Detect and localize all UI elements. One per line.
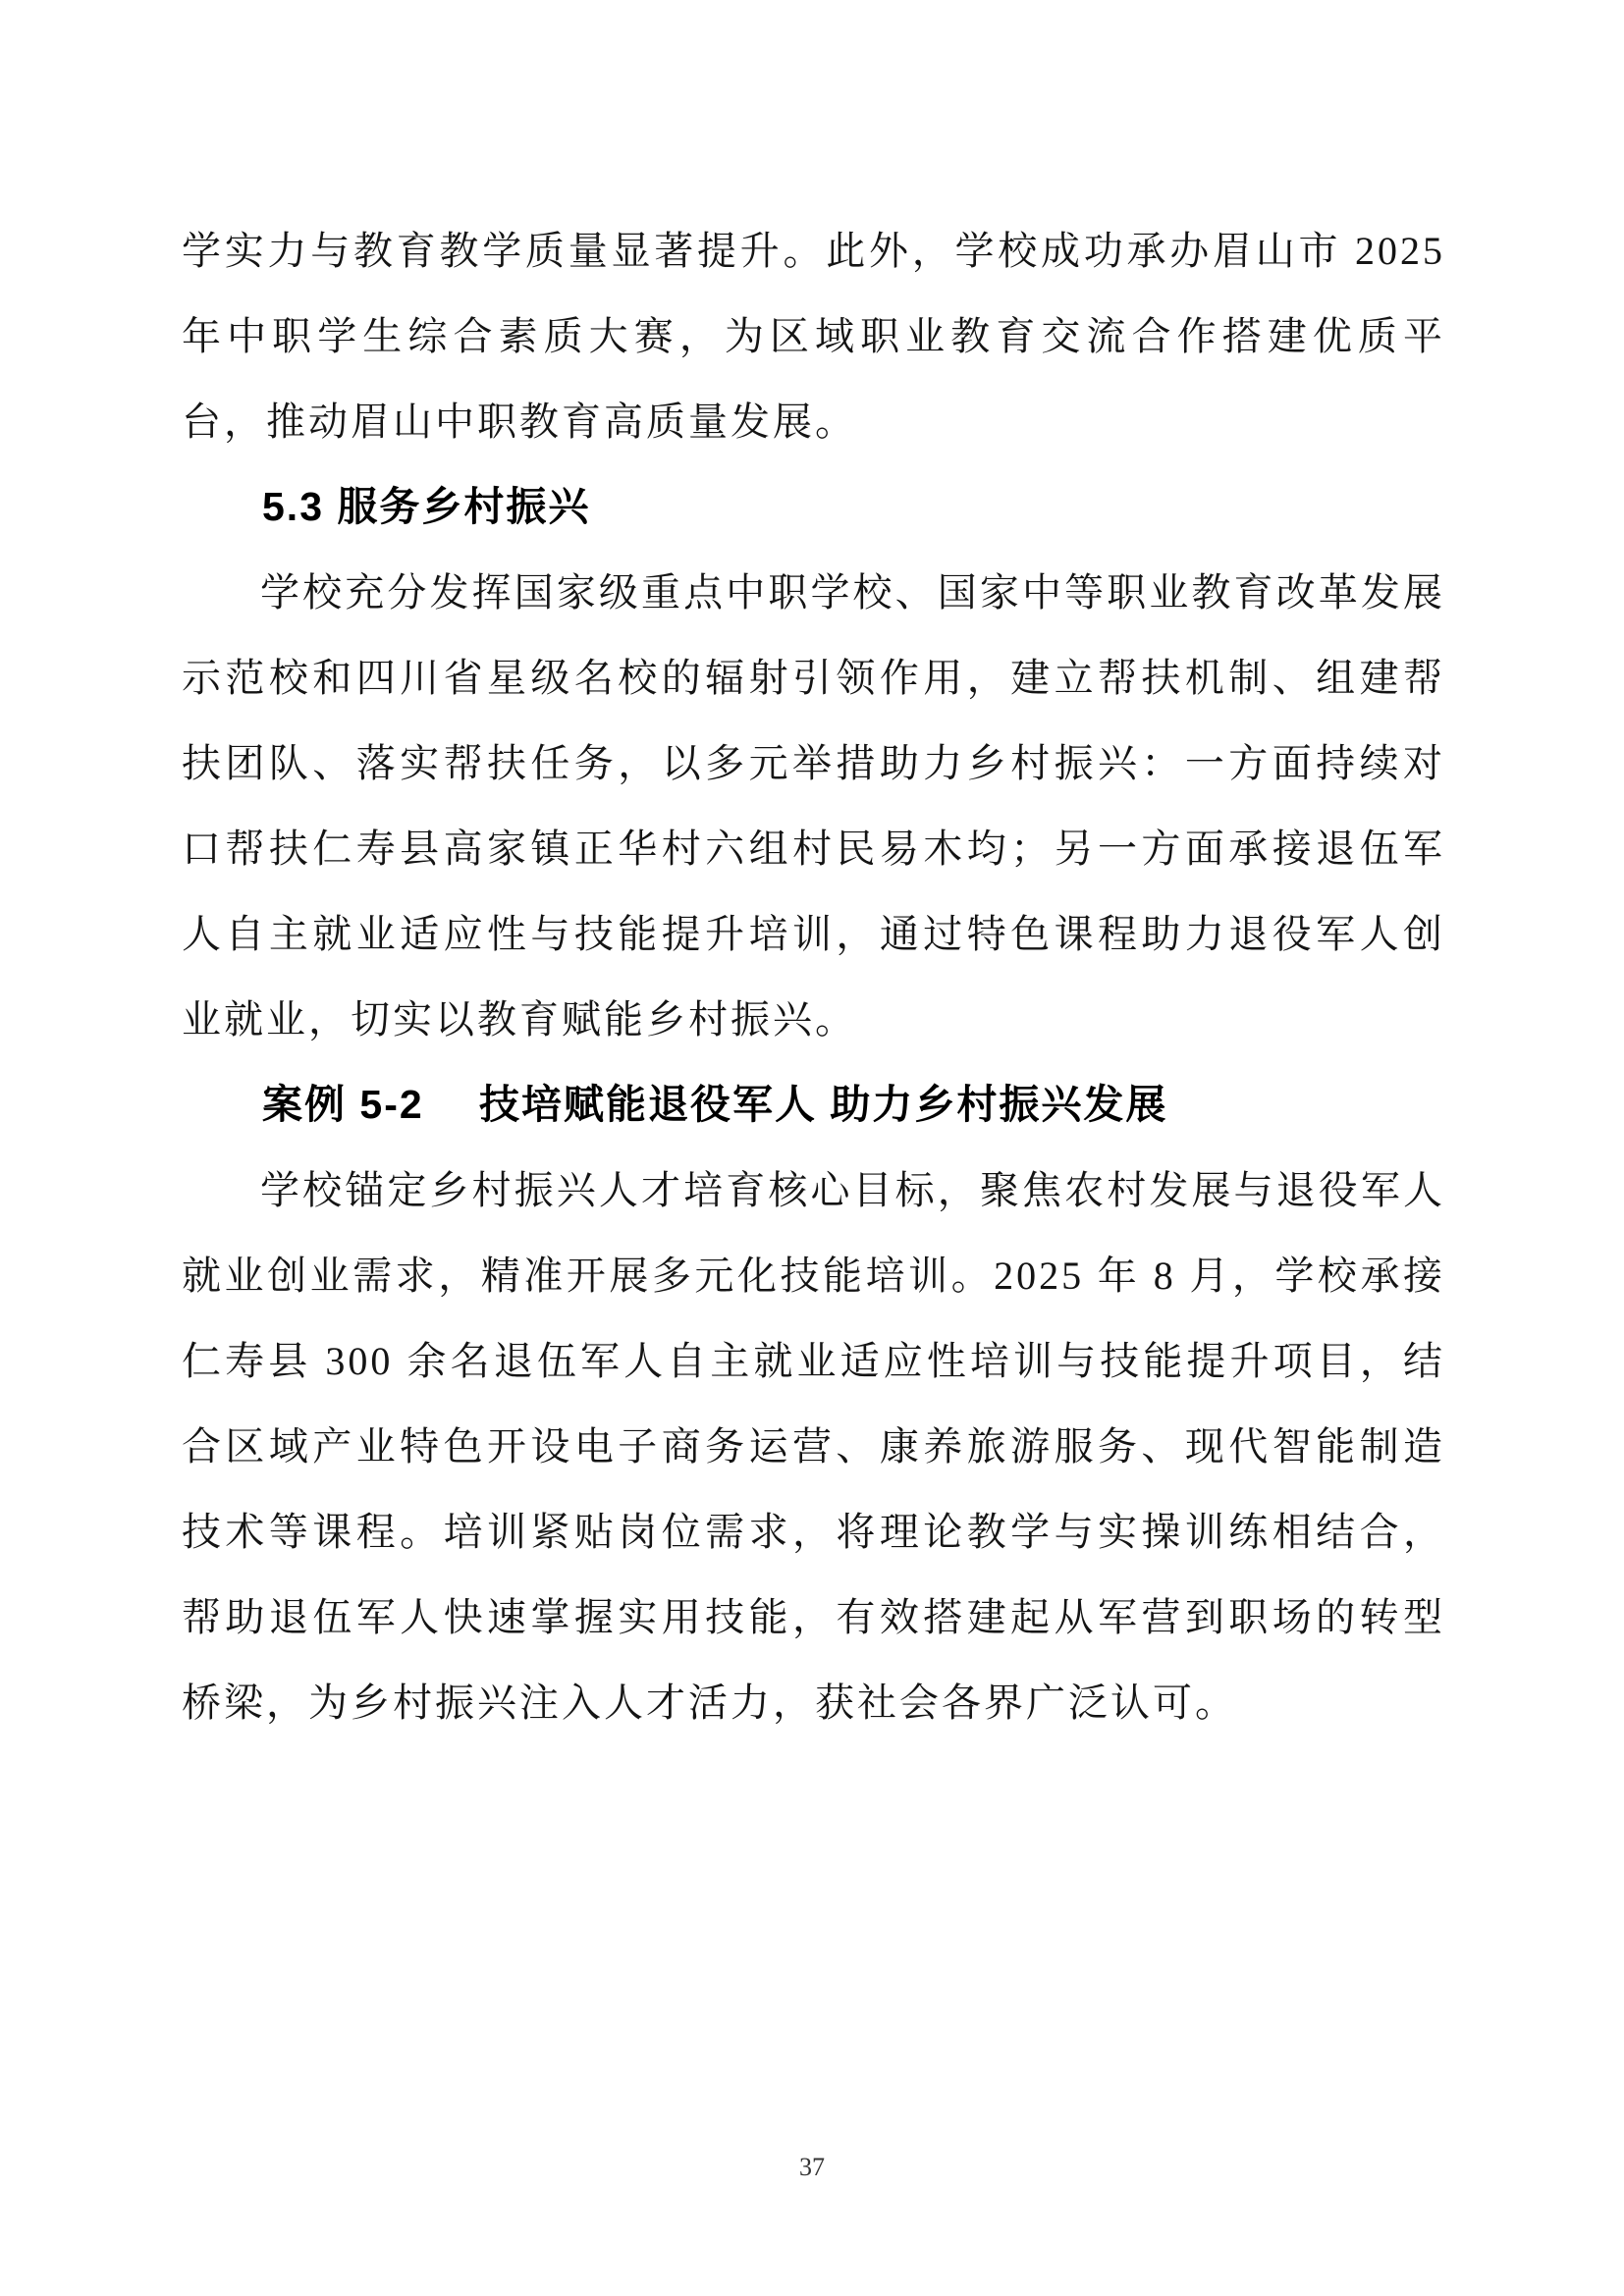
page-number: 37 [799, 2153, 825, 2181]
paragraph-rural-service: 学校充分发挥国家级重点中职学校、国家中等职业教育改革发展示范校和四川省星级名校的辐射引领作用，建立帮扶机制、组建帮扶团队、落实帮扶任务，以多元举措助力乡村振兴：一方面持续对口帮扶仁寿县高家镇正华村六组村民易木均；另一方面承接退伍军人自主就业适应性与技能提升培训，通过特色课程助力退役军人创业就业，切实以教育赋能乡村振兴。 [182, 570, 1445, 1041]
page-footer [0, 2153, 1624, 2182]
paragraph-case-detail: 学校锚定乡村振兴人才培育核心目标，聚焦农村发展与退役军人就业创业需求，精准开展多元化技能培训。2025 年 8 月，学校承接仁寿县 300 余名退伍军人自主就业适应性培训与技能提升项目，结合区域产业特色开设电子商务运营、康养旅游服务、现代智能制造技术等课程。培训紧贴岗位需求，将理论教学与实操训练相结合，帮助退伍军人快速掌握实用技能，有效搭建起从军营到职场的转型桥梁，为乡村振兴注入人才活力，获社会各界广泛认可。 [182, 1168, 1445, 1725]
section-heading-5-3: 5.3 服务乡村振兴 [262, 484, 591, 529]
case-heading-5-2: 案例 5-2 技培赋能退役军人 助力乡村振兴发展 [262, 1082, 1168, 1127]
paragraph-continuation: 学实力与教育教学质量显著提升。此外，学校成功承办眉山市 2025 年中职学生综合素质大赛，为区域职业教育交流合作搭建优质平台，推动眉山中职教育高质量发展。 [182, 229, 1445, 444]
document-body [182, 208, 1445, 1745]
